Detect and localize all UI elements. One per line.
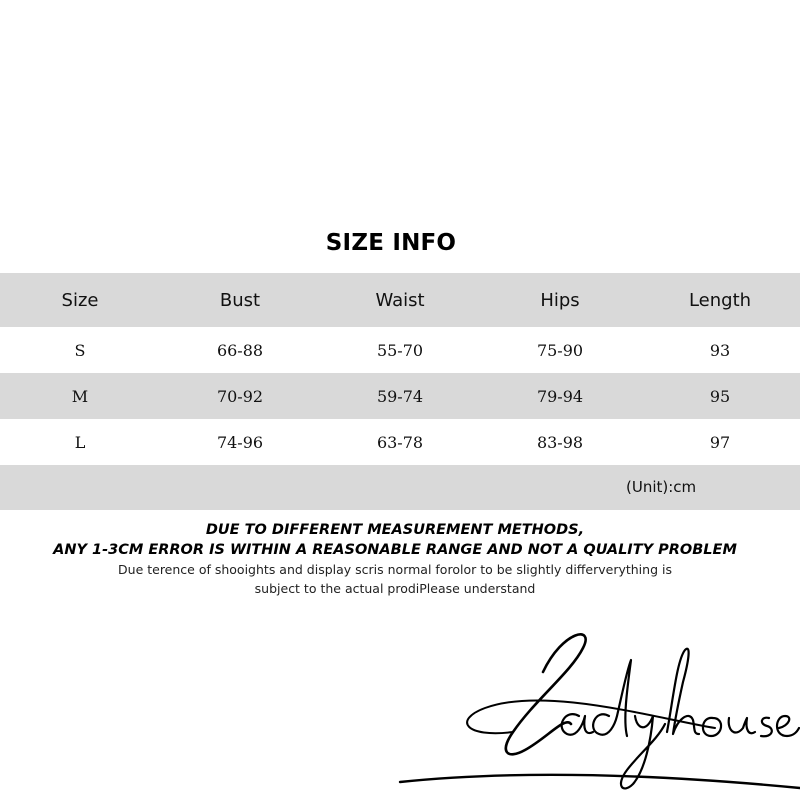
header-waist: Waist xyxy=(375,289,425,311)
cell-bust: 66-88 xyxy=(216,340,264,360)
cell-waist: 63-78 xyxy=(376,432,424,452)
cell-hips: 83-98 xyxy=(536,432,584,452)
notice-line-3: Due terence of shooights and display scris normal forolor to be slightly differverything is xyxy=(118,562,672,577)
brand-signature-logo xyxy=(395,620,800,800)
unit-label: (Unit):cm xyxy=(626,478,697,496)
table-header-row xyxy=(0,273,800,327)
cell-length: 93 xyxy=(709,340,731,360)
notice-line-1: DUE TO DIFFERENT MEASUREMENT METHODS, xyxy=(205,522,585,538)
cell-bust: 74-96 xyxy=(216,432,264,452)
cell-bust: 70-92 xyxy=(216,386,264,406)
cell-hips: 79-94 xyxy=(536,386,584,406)
notice-line-4: subject to the actual prodiPlease understand xyxy=(254,581,536,596)
page-title: SIZE INFO xyxy=(325,230,457,256)
cell-hips: 75-90 xyxy=(536,340,584,360)
header-hips: Hips xyxy=(540,289,580,311)
cell-waist: 55-70 xyxy=(376,340,424,360)
cell-length: 95 xyxy=(709,386,731,406)
cell-size: M xyxy=(71,386,89,406)
cell-waist: 59-74 xyxy=(376,386,424,406)
cell-size: L xyxy=(74,432,86,452)
table-row xyxy=(0,419,800,465)
unit-row xyxy=(0,465,800,510)
cell-length: 97 xyxy=(709,432,731,452)
measurement-notice xyxy=(0,520,790,598)
header-bust: Bust xyxy=(219,289,261,311)
table-row xyxy=(0,327,800,373)
size-table xyxy=(0,273,800,465)
notice-line-2: ANY 1-3CM ERROR IS WITHIN A REASONABLE RANGE AND NOT A QUALITY PROBLEM xyxy=(53,542,737,558)
table-row xyxy=(0,373,800,419)
header-size: Size xyxy=(61,289,99,311)
cell-size: S xyxy=(74,340,86,360)
header-length: Length xyxy=(688,289,752,311)
